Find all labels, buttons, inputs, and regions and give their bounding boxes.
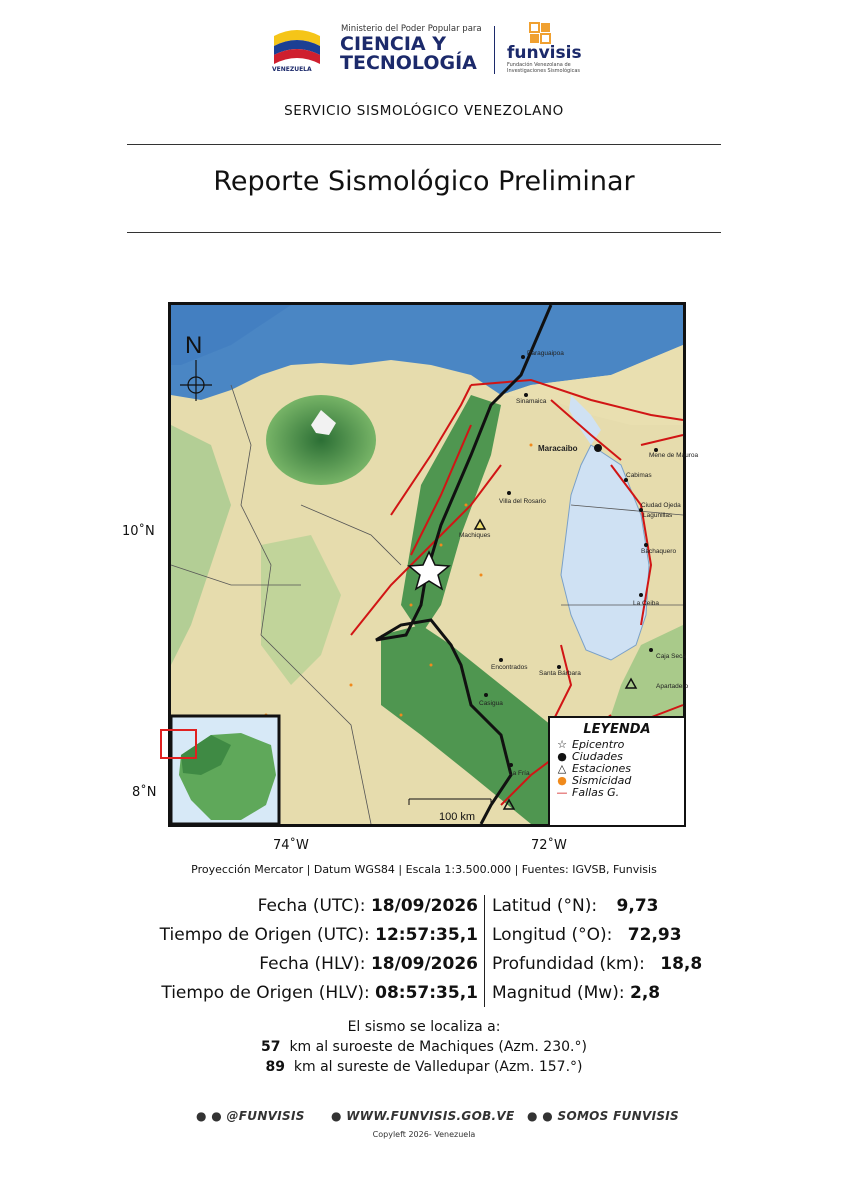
longitud-value: 72,93 [627, 925, 682, 945]
copyleft: Copyleft 2026- Venezuela [372, 1130, 476, 1139]
row-fecha-utc [100, 896, 478, 916]
social-icons: ● ● [196, 1109, 227, 1123]
fecha-hlv-label: Fecha (HLV): [259, 954, 366, 974]
ministry-line-2: TECNOLOGÍA [340, 52, 477, 74]
city-label: Encontrados [491, 664, 528, 671]
divider-top [127, 144, 721, 145]
row-fecha-hlv [100, 954, 478, 974]
city-label: La Fría [509, 770, 530, 777]
row-longitud [492, 925, 682, 945]
city-label: Cabimas [626, 472, 652, 479]
origen-utc-label: Tiempo de Origen (UTC): [159, 925, 370, 945]
row-latitud [492, 896, 658, 916]
legend-title: LEYENDA [583, 722, 651, 737]
city-label: Lagunillas [643, 512, 673, 519]
ministry-small-text: Ministerio del Poder Popular para [341, 24, 482, 34]
triangle-icon: △ [557, 762, 567, 775]
fecha-utc-label: Fecha (UTC): [257, 896, 366, 916]
row-magnitud [492, 983, 660, 1003]
row-origen-utc [100, 925, 478, 945]
institution-subtitle: Fundación Venezolana de Investigaciones Sismológicas [507, 62, 581, 74]
logo-divider [494, 26, 495, 74]
distance-1: 57 [261, 1039, 281, 1055]
fault-line-icon: — [556, 786, 568, 799]
seismicity-dot-icon: ● [557, 774, 567, 787]
city-label: Sinamaica [516, 398, 547, 405]
star-icon: ☆ [557, 738, 567, 751]
legend-item-sismicidad: ● Sismicidad [557, 774, 632, 787]
row-profundidad [492, 954, 702, 974]
location-intro: El sismo se localiza a: [347, 1019, 501, 1035]
location-line-1 [0, 1039, 848, 1055]
city-label: Santa Bárbara [539, 670, 581, 677]
lat-label-8n: 8˚N [132, 785, 157, 800]
city-label: Bachaquero [641, 548, 677, 555]
lat-label-10n: 10˚N [122, 524, 155, 539]
city-label: Paraguaipoa [527, 350, 564, 357]
social-handle[interactable]: ● ● @FUNVISIS [196, 1109, 305, 1123]
lon-label-74w: 74˚W [273, 838, 309, 853]
media-icons: ● ● [527, 1109, 558, 1123]
profundidad-value: 18,8 [660, 954, 703, 974]
legend-item-ciudades: ● Ciudades [557, 750, 623, 763]
distance-2: 89 [265, 1059, 285, 1075]
funvisis-logo-icon [529, 22, 553, 44]
fecha-hlv-value: 18/09/2026 [370, 954, 478, 974]
magnitud-label: Magnitud (Mw): [492, 983, 625, 1003]
ministry-name [340, 35, 477, 73]
divider-bottom [127, 232, 721, 233]
latitud-value: 9,73 [616, 896, 659, 916]
lon-label-72w: 72˚W [531, 838, 567, 853]
latitud-label: Latitud (°N): [492, 896, 598, 916]
legend-item-estaciones: △ Estaciones [557, 762, 632, 775]
website-link[interactable]: ● WWW.FUNVISIS.GOB.VE [331, 1109, 515, 1123]
distance-2-text: km al sureste de Valledupar (Azm. 157.°) [293, 1059, 583, 1075]
city-label: Villa del Rosario [499, 498, 546, 505]
city-label: Apartadero [656, 683, 689, 690]
ministry-line-1: CIENCIA Y [340, 33, 446, 55]
globe-icon: ● [331, 1109, 347, 1123]
dot-icon: ● [557, 750, 567, 763]
scale-label: 100 km [439, 811, 476, 823]
profundidad-label: Profundidad (km): [492, 954, 645, 974]
city-label: La Ceiba [633, 600, 660, 607]
origen-hlv-value: 08:57:35,1 [375, 983, 478, 1003]
legend-item-fallas: — Fallas G. [556, 786, 620, 799]
city-label: Caja Seca [656, 653, 686, 660]
origen-utc-value: 12:57:35,1 [375, 925, 478, 945]
institution-name: funvisis [507, 43, 582, 63]
fecha-utc-value: 18/09/2026 [370, 896, 478, 916]
map-caption: Proyección Mercator | Datum WGS84 | Escala 1:3.500.000 | Fuentes: IGVSB, Funvisis [191, 863, 657, 876]
origen-hlv-label: Tiempo de Origen (HLV): [161, 983, 370, 1003]
city-label: Mene de Mauroa [649, 452, 699, 459]
channel-link[interactable]: ● ● SOMOS FUNVISIS [527, 1109, 679, 1123]
country-label: VENEZUELA [272, 66, 312, 73]
info-divider [484, 895, 485, 1007]
map-legend [548, 716, 686, 827]
venezuela-flag-icon [272, 26, 322, 66]
city-label: Maracaibo [538, 444, 578, 453]
report-title: Reporte Sismológico Preliminar [213, 166, 635, 197]
city-label: Ciudad Ojeda [641, 502, 681, 509]
location-line-2 [0, 1059, 848, 1075]
longitud-label: Longitud (°O): [492, 925, 613, 945]
service-name: SERVICIO SISMOLÓGICO VENEZOLANO [284, 103, 564, 119]
magnitud-value: 2,8 [629, 983, 661, 1003]
city-label: Machiques [459, 532, 491, 539]
legend-item-epicentro: ☆ Epicentro [557, 738, 625, 751]
row-origen-hlv [100, 983, 478, 1003]
distance-1-text: km al suroeste de Machiques (Azm. 230.°) [289, 1039, 587, 1055]
inset-map [161, 716, 279, 824]
city-label: Casigua [479, 700, 503, 707]
north-label: N [185, 332, 203, 359]
